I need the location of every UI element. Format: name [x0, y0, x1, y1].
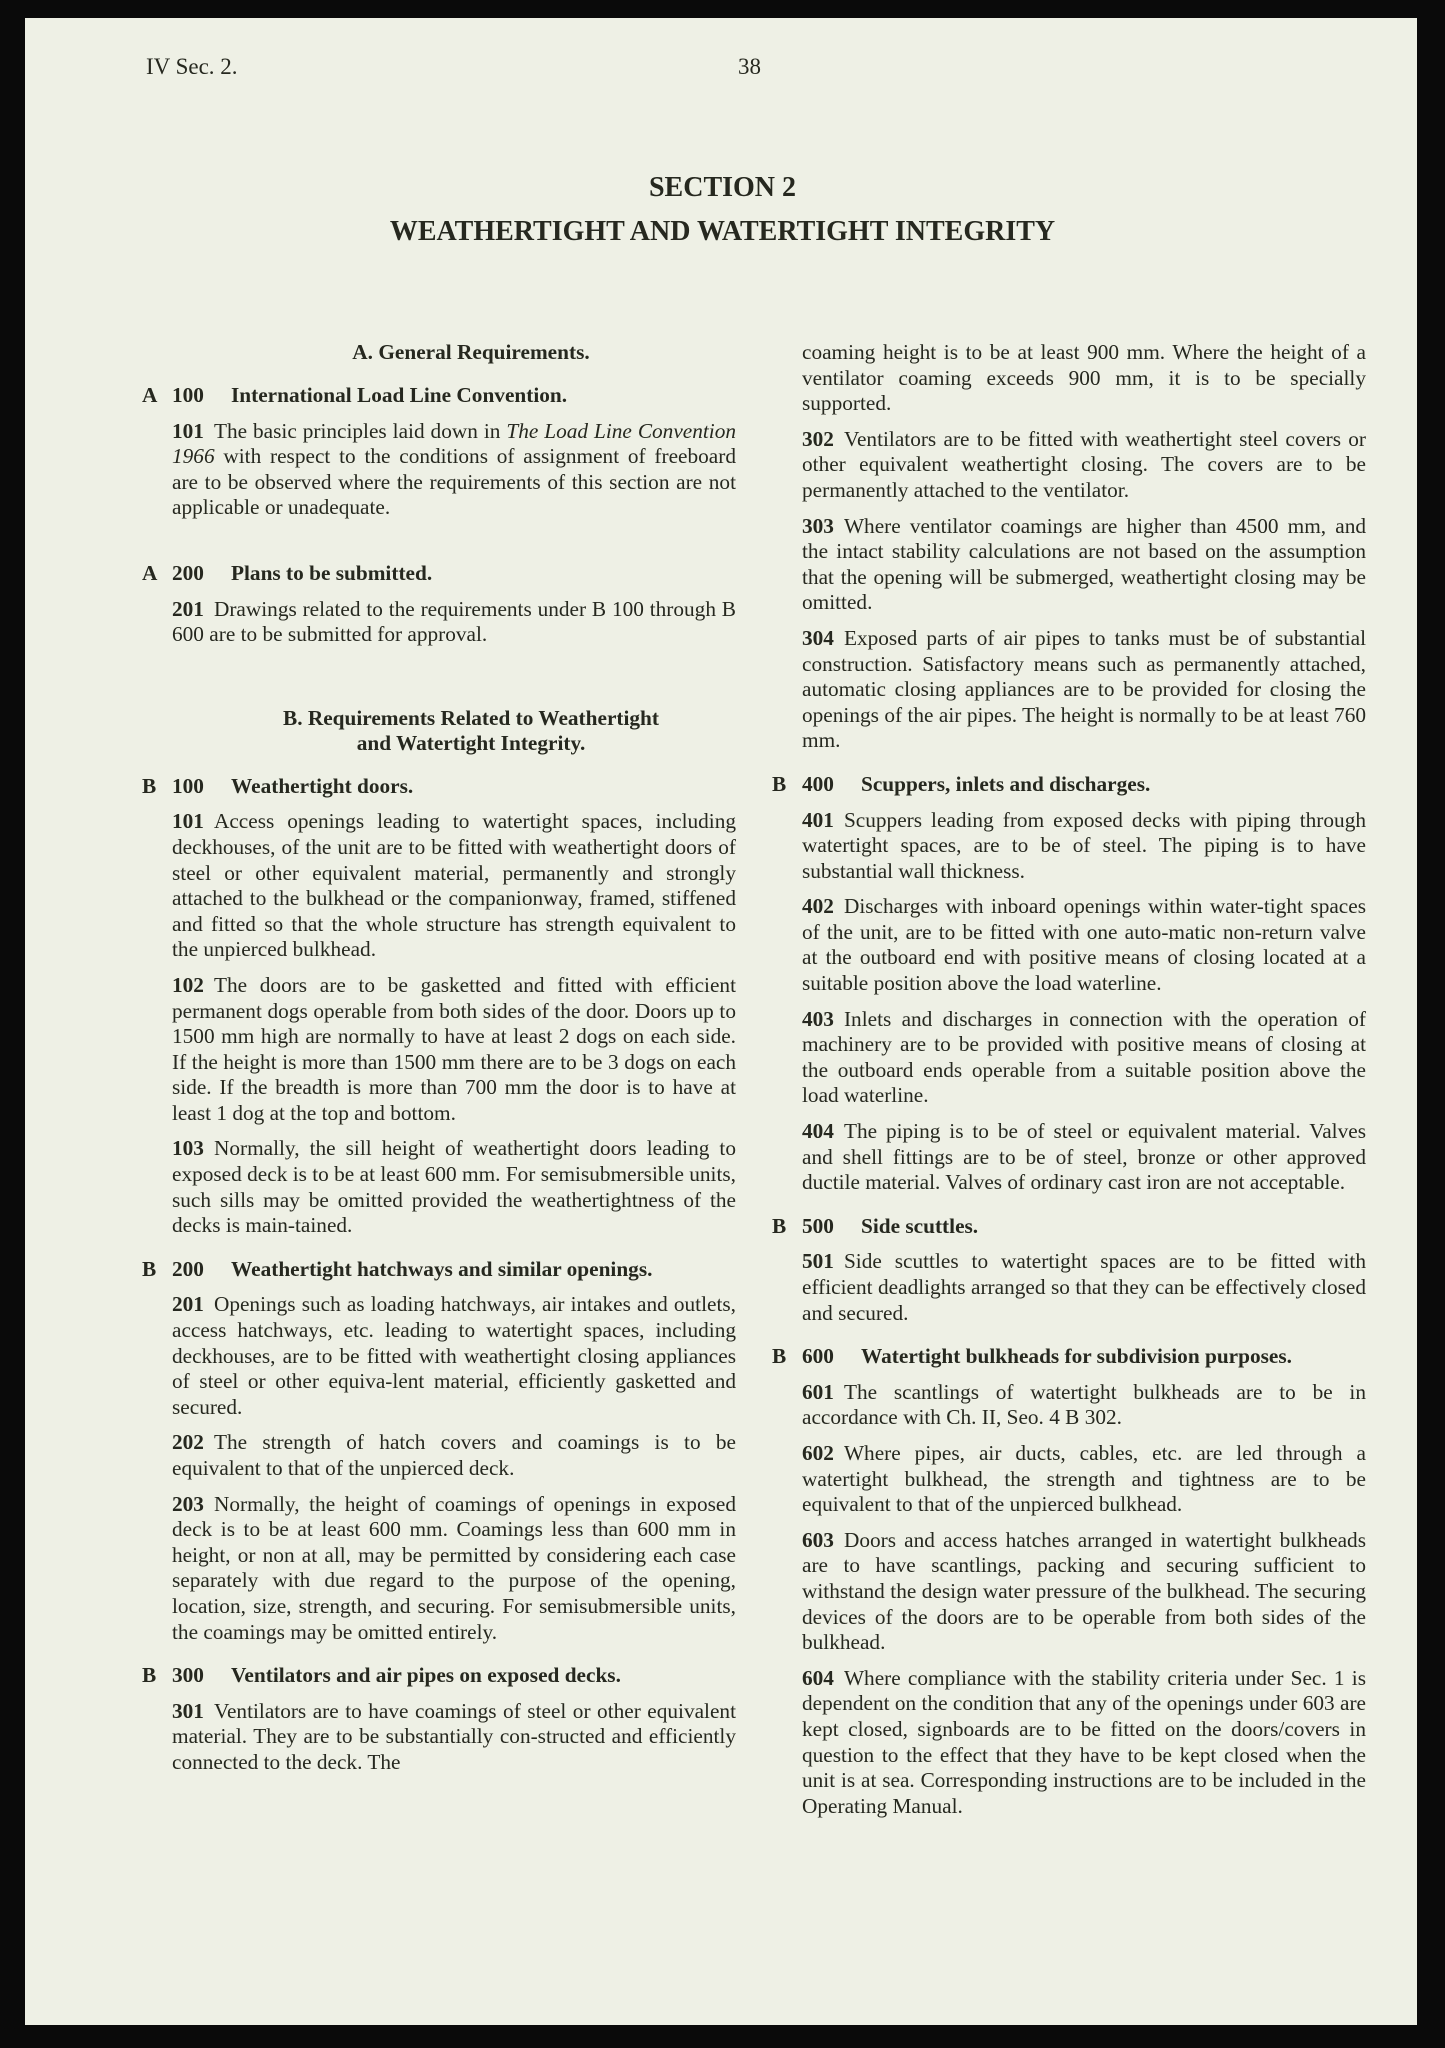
- paragraph-b402: [760, 894, 1366, 996]
- subsection-heading-b400: [760, 772, 1366, 798]
- paragraph-b103: [130, 1136, 736, 1238]
- paragraph-number: 501: [802, 1249, 834, 1274]
- section-title: SECTION 2: [648, 172, 797, 203]
- paragraph-b602: [760, 1441, 1366, 1518]
- convention-title: The Load Line Convention 1966: [172, 418, 737, 469]
- paragraph-text: Access openings leading to watertight spaces, including deckhouses, of the unit are to be fitted with weathertight doors of steel or other equivalent material, permanently and strongly attached to the bulkhead or the companionway, framed, stiffened and fitted so that the whole structure has strength equivalent to the unpierced bulkhead.: [172, 809, 736, 962]
- paragraph-text: Doors and access hatches arranged in watertight bulkheads are to have scantlings, packing and securing sufficient to withstand the design water pressure of the bulkhead. The securing devices of the doors are to be operable from both sides of the bulkhead.: [802, 1527, 1366, 1655]
- subsection-number: 100: [172, 773, 204, 798]
- subsection-title: Watertight bulkheads for subdivision purposes.: [861, 1344, 1292, 1369]
- paragraph-text: Where compliance with the stability criteria under Sec. 1 is dependent on the condition that any of the openings under 603 are kept closed, signboards are to be fitted on the doors/covers in question to the effect that they have to be kept closed when the unit is at sea. Corresponding instructions are to be included in the Operating Manual.: [802, 1665, 1366, 1818]
- paragraph-b201: [130, 1292, 736, 1420]
- paragraph-text: Inlets and discharges in connection with the operation of machinery are to be provided with positive means of closing at the outboard ends operable from a suitable position above the load waterline.: [802, 1006, 1366, 1108]
- section-heading-b-line1: B. Requirements Related to Weathertight: [282, 705, 659, 730]
- paragraph-number: 602: [802, 1440, 834, 1465]
- subsection-number: 100: [172, 383, 204, 407]
- paragraph-number: 304: [802, 625, 834, 650]
- paragraph-text: Normally, the sill height of weathertight doors leading to exposed deck is to be at least 600 mm. For semisubmersible units, such sills may be omitted provided the weathertightness of the decks is main-tained.: [172, 1136, 736, 1238]
- paragraph-number: 101: [172, 418, 204, 443]
- paragraph-text: The doors are to be gasketted and fitted with efficient permanent dogs operable from both sides of the door. Doors up to 1500 mm high are normally to have at least 2 dogs on each side. If the height is more than 1500 mm there are to be 3 dogs on each side. If the breadth is more than 700 mm the door is to have at least 1 dog at the top and bottom.: [172, 972, 736, 1125]
- subsection-letter: A: [142, 560, 158, 585]
- paragraph-number: 604: [802, 1665, 834, 1690]
- paragraph-text: Where ventilator coamings are higher than 4500 mm, and the intact stability calculations are not based on the assumption that the opening will be submerged, weathertight closing may be omitted.: [802, 513, 1366, 615]
- subsection-number: 500: [802, 1213, 834, 1238]
- subsection-heading-a100: [130, 383, 736, 409]
- subsection-heading-b500: [760, 1214, 1366, 1240]
- right-column: [760, 340, 1366, 1819]
- section-heading-b-line2: and Watertight Integrity.: [356, 730, 586, 755]
- paragraph-b202: [130, 1430, 736, 1481]
- paragraph-number: 404: [802, 1119, 834, 1144]
- paragraph-text: Discharges with inboard openings within water-tight spaces of the unit, are to be fitted with one auto-matic non-return valve at the outboard end with positive means of closing located at a suitable position above the load waterline.: [802, 894, 1366, 996]
- paragraph-b101: [130, 809, 736, 963]
- subsection-heading-b200: [130, 1257, 736, 1283]
- paragraph-b302: [760, 427, 1366, 504]
- subsection-title: Weathertight hatchways and similar openings.: [231, 1256, 653, 1281]
- paragraph-text: coaming height is to be at least 900 mm. Where the height of a ventilator coaming exceeds 900 mm, it is to be specially supported.: [802, 340, 1366, 416]
- subsection-title: Plans to be submitted.: [231, 560, 433, 585]
- paragraph-text: Ventilators are to have coamings of steel or other equivalent material. They are to be substantially con-structed and efficiently connected to the deck. The: [172, 1698, 736, 1774]
- paragraph-text: Where pipes, air ducts, cables, etc. are led through a watertight bulkhead, the strength and tightness are to be equivalent to that of the unpierced bulkhead.: [802, 1440, 1366, 1517]
- paragraph-text: The basic principles laid down in: [213, 418, 507, 443]
- paragraph-number: 403: [802, 1006, 834, 1031]
- paragraph-b304: [760, 626, 1366, 754]
- paragraph-text: Normally, the height of coamings of openings in exposed deck is to be at least 600 mm. Coamings less than 600 mm in height, or non at all, may be permitted by considering each case separately with due regard to the purpose of the opening, location, size, strength, and securing. For semisubmersible units, the coamings may be omitted entirely.: [172, 1491, 736, 1644]
- subsection-number: 300: [172, 1663, 204, 1688]
- paragraph-text: Openings such as loading hatchways, air intakes and outlets, access hatchways, etc. leading to watertight spaces, including deckhouses, are to be fitted with weathertight closing appliances of steel or other equiva-lent material, efficiently gasketted and secured.: [172, 1292, 736, 1419]
- paragraph-number: 102: [172, 972, 204, 997]
- subsection-title: Scuppers, inlets and discharges.: [861, 771, 1151, 796]
- subsection-title: Weathertight doors.: [231, 773, 414, 798]
- subsection-heading-b300: [130, 1663, 736, 1689]
- paragraph-number: 201: [172, 1292, 204, 1317]
- subsection-letter: B: [772, 1213, 787, 1238]
- paragraph-number: 603: [802, 1527, 834, 1552]
- paragraph-b301: [130, 1699, 736, 1776]
- paragraph-number: 401: [802, 807, 834, 832]
- subsection-number: 200: [172, 560, 204, 585]
- paragraph-text: Exposed parts of air pipes to tanks must be of substantial construction. Satisfactory means such as permanently attached, automatic closing appliances are to be provided for closing the openings of the air pipes. The height is normally to be at least 760 mm.: [802, 625, 1366, 753]
- subsection-number: 600: [802, 1344, 834, 1369]
- paragraph-number: 203: [172, 1491, 204, 1516]
- paragraph-text: The piping is to be of steel or equivalent material. Valves and shell fittings are to be of steel, bronze or other approved ductile material. Valves of ordinary cast iron are not acceptable.: [802, 1119, 1366, 1195]
- section-subtitle: WEATHERTIGHT AND WATERTIGHT INTEGRITY: [389, 216, 1056, 247]
- paragraph-b501: [760, 1249, 1366, 1326]
- paragraph-number: 201: [172, 596, 204, 621]
- paragraph-a201: [130, 597, 736, 648]
- subsection-number: 400: [802, 771, 834, 796]
- paragraph-text: The scantlings of watertight bulkheads are to be in accordance with Ch. II, Seo. 4 B 302.: [802, 1379, 1366, 1430]
- section-heading-b: [130, 706, 736, 756]
- page-number: 38: [738, 54, 761, 79]
- paragraph-number: 402: [802, 894, 834, 919]
- paragraph-text: Scuppers leading from exposed decks with piping through watertight spaces, are to be of steel. The piping is to have substantial wall thickness.: [802, 807, 1366, 883]
- paragraph-b403: [760, 1007, 1366, 1109]
- paragraph-a101: [130, 419, 736, 521]
- paragraph-text: Drawings related to the requirements under B 100 through B 600 are to be submitted for approval.: [172, 596, 736, 647]
- paragraph-b301-continued: [760, 340, 1366, 417]
- paragraph-b401: [760, 808, 1366, 885]
- subsection-letter: B: [142, 1256, 157, 1281]
- subsection-title: Side scuttles.: [861, 1213, 979, 1238]
- paragraph-b303: [760, 514, 1366, 616]
- paragraph-text: Side scuttles to watertight spaces are to be fitted with efficient deadlights arranged so that they can be effectively closed and secured.: [802, 1249, 1366, 1325]
- paragraph-b404: [760, 1119, 1366, 1196]
- subsection-title: International Load Line Convention.: [231, 383, 568, 407]
- section-heading-a: A. General Requirements.: [352, 340, 590, 364]
- subsection-title: Ventilators and air pipes on exposed decks.: [231, 1663, 621, 1688]
- paragraph-text: Ventilators are to be fitted with weathertight steel covers or other equivalent weathertight closing. The covers are to be permanently attached to the ventilator.: [802, 426, 1366, 502]
- paragraph-number: 202: [172, 1430, 204, 1455]
- paragraph-b601: [760, 1380, 1366, 1431]
- paragraph-number: 101: [172, 809, 204, 834]
- paragraph-number: 103: [172, 1136, 204, 1161]
- paragraph-b203: [130, 1492, 736, 1646]
- paragraph-b604: [760, 1666, 1366, 1820]
- subsection-letter: B: [772, 771, 787, 796]
- subsection-heading-b100: [130, 774, 736, 800]
- paragraph-text: with respect to the conditions of assignment of freeboard are to be observed where the requirements of this section are not applicable or unadequate.: [172, 444, 736, 520]
- paragraph-b603: [760, 1528, 1366, 1656]
- subsection-letter: B: [142, 1663, 157, 1688]
- paragraph-number: 302: [802, 426, 834, 451]
- paragraph-number: 303: [802, 513, 834, 538]
- paragraph-b102: [130, 973, 736, 1127]
- running-head: IV Sec. 2.: [146, 54, 238, 79]
- subsection-heading-b600: [760, 1344, 1366, 1370]
- left-column: [130, 340, 736, 1776]
- paragraph-number: 301: [172, 1698, 204, 1723]
- subsection-number: 200: [172, 1256, 204, 1281]
- subsection-heading-a200: [130, 561, 736, 587]
- paragraph-number: 601: [802, 1379, 834, 1404]
- subsection-letter: B: [142, 773, 157, 798]
- paragraph-text: The strength of hatch covers and coamings is to be equivalent to that of the unpierced deck.: [172, 1430, 736, 1480]
- subsection-letter: A: [142, 383, 158, 407]
- subsection-letter: B: [772, 1344, 787, 1369]
